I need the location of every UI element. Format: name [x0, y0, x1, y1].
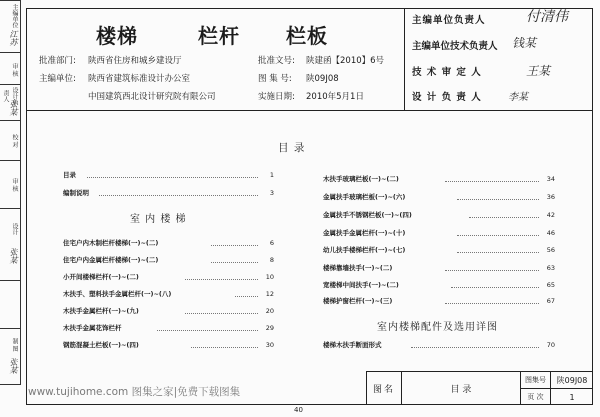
- toc-leader: [185, 313, 258, 314]
- toc-entry[interactable]: [323, 263, 555, 273]
- strip-divider: [0, 160, 20, 161]
- strip-signature: 张某: [9, 100, 18, 116]
- toc-entry-page: 1: [269, 171, 274, 179]
- toc-entry-label: 金属扶手玻璃栏板(一)~(六): [323, 193, 406, 201]
- toc-leader: [457, 199, 539, 200]
- toc-entry-label: 楼梯木扶手断面形式: [323, 341, 382, 349]
- strip-divider: [0, 0, 20, 1]
- chief-unit-2: 中国建筑西北设计研究院有限公司: [88, 92, 216, 102]
- tech-reviewer-signature: 王某: [526, 64, 551, 78]
- toc-entry-page: 10: [265, 273, 274, 281]
- toc-entry-label: 金属扶手金属栏杆(一)~(十): [323, 229, 406, 237]
- toc-entry[interactable]: [63, 340, 274, 350]
- title-stairs: 楼梯: [96, 24, 138, 48]
- strip-divider: [0, 52, 20, 53]
- toc-entry-page: 46: [546, 229, 555, 237]
- toc-entry-page: 36: [546, 193, 555, 201]
- toc-entry[interactable]: [63, 289, 274, 299]
- approval-no: 陕建函【2010】6号: [306, 56, 385, 66]
- strip-label: 审 核: [11, 63, 18, 77]
- toc-entry[interactable]: [323, 210, 555, 220]
- chief-unit-label: 主编单位:: [39, 74, 76, 84]
- toc-leader: [457, 252, 539, 253]
- toc-entry-page: 42: [546, 211, 555, 219]
- toc-entry-label: 小开间楼梯栏杆(一)~(二): [63, 273, 139, 281]
- strip-divider: [0, 208, 20, 209]
- toc-entry[interactable]: [63, 238, 274, 248]
- toc-entry-page: 70: [546, 341, 555, 349]
- title-block-page-label: 页 次: [527, 393, 544, 401]
- toc-entry-label: 金属扶手不锈钢栏板(一)~(四): [323, 211, 412, 219]
- toc-entry-label: 幼儿扶手楼梯栏杆(一)~(七): [323, 246, 406, 254]
- toc-entry-page: 6: [269, 239, 274, 247]
- toc-entry-page: 29: [265, 324, 274, 332]
- atlas-no-label: 图 集 号:: [258, 74, 292, 84]
- title-block-atlas-label: 图集号: [525, 376, 546, 384]
- strip-border: [20, 0, 21, 385]
- toc-entry-page: 20: [265, 307, 274, 315]
- approval-dept-label: 批准部门:: [39, 56, 76, 66]
- strip-label: 设计负责人: [2, 87, 18, 105]
- toc-entry-page: 56: [546, 246, 555, 254]
- strip-divider: [0, 280, 20, 281]
- tech-head-label: 主编单位技术负责人: [412, 41, 498, 52]
- toc-leader: [211, 262, 258, 263]
- chief-unit-head-label: 主编单位负责人: [412, 15, 486, 26]
- strip-label: 主编单位: [11, 4, 18, 28]
- toc-leader: [469, 217, 539, 218]
- toc-entry-label: 住宅户内木制栏杆楼梯(一)~(二): [63, 239, 159, 247]
- toc-entry-label: 楼梯护窗栏杆(一)~(三): [323, 297, 393, 305]
- toc-leader: [445, 270, 539, 271]
- toc-leader: [211, 245, 258, 246]
- header-column-divider: [404, 8, 405, 111]
- toc-heading: 目 录: [278, 142, 306, 154]
- toc-entry-page: 12: [265, 290, 274, 298]
- impl-date-label: 实施日期:: [258, 92, 295, 102]
- strip-signature: 张某: [9, 248, 18, 264]
- strip-label: 审 核: [11, 178, 18, 192]
- toc-entry-label: 钢筋混凝土栏板(一)~(四): [63, 341, 139, 349]
- atlas-no: 陕09J08: [306, 74, 339, 84]
- toc-entry[interactable]: [63, 170, 274, 180]
- toc-leader: [157, 330, 258, 331]
- toc-entry[interactable]: [323, 228, 555, 238]
- toc-entry-label: 木扶手金属栏杆(一)~(九): [63, 307, 139, 315]
- title-block-page-value: 1: [569, 392, 575, 402]
- toc-entry[interactable]: [63, 323, 274, 333]
- toc-entry[interactable]: [323, 296, 555, 306]
- indoor-stairs-heading: 室 内 楼 梯: [130, 214, 187, 225]
- strip-divider: [0, 120, 20, 121]
- toc-entry-label: 木扶手玻璃栏板(一)~(二): [323, 175, 399, 183]
- title-railing: 栏杆: [198, 24, 240, 48]
- strip-label: 设计: [11, 223, 18, 235]
- toc-leader: [445, 181, 539, 182]
- design-head-signature: 李某: [508, 92, 528, 103]
- toc-leader: [235, 296, 258, 297]
- toc-entry-page: 8: [269, 256, 274, 264]
- toc-entry-label: 编制说明: [63, 189, 89, 197]
- toc-leader: [87, 177, 258, 178]
- toc-entry[interactable]: [63, 306, 274, 316]
- impl-date: 2010年5月1日: [306, 92, 364, 102]
- toc-entry[interactable]: [323, 174, 555, 184]
- toc-leader: [191, 347, 258, 348]
- toc-entry-label: 木扶手金属花饰栏杆: [63, 324, 122, 332]
- chief-unit-1: 陕西省建筑标准设计办公室: [88, 74, 191, 84]
- strip-label: 校 对: [11, 134, 18, 148]
- title-block-atlas-value: 陕09J08: [556, 375, 588, 385]
- toc-leader: [185, 279, 258, 280]
- page-number: 40: [294, 406, 303, 414]
- title-block: [366, 371, 593, 405]
- toc-leader: [457, 235, 539, 236]
- toc-entry[interactable]: [323, 245, 555, 255]
- title-block-name-value: 目 录: [450, 385, 472, 395]
- design-head-label: 设 计 负 责 人: [412, 92, 482, 103]
- toc-entry-page: 34: [546, 175, 555, 183]
- tech-reviewer-label: 技 术 审 定 人: [412, 67, 482, 78]
- strip-signature: 张某: [9, 358, 18, 374]
- toc-entry-label: 目录: [63, 171, 76, 179]
- toc-entry-label: 住宅户内金属栏杆楼梯(一)~(二): [63, 256, 159, 264]
- toc-entry-label: 楼梯靠墙扶手(一)~(二): [323, 264, 393, 272]
- toc-entry-label: 木扶手、塑料扶手金属栏杆(一)~(八): [63, 290, 172, 298]
- toc-entry-page: 30: [265, 341, 274, 349]
- toc-leader: [411, 347, 539, 348]
- accessories-heading: 室内楼梯配件及选用详图: [377, 322, 498, 333]
- title-balustrade: 栏板: [286, 24, 328, 48]
- toc-leader: [451, 287, 539, 288]
- toc-entry[interactable]: [63, 255, 274, 265]
- toc-leader: [99, 195, 258, 196]
- toc-entry-label: 宽楼梯中间扶手(一)~(二): [323, 281, 399, 289]
- toc-entry[interactable]: [63, 272, 274, 282]
- toc-entry-page: 63: [546, 264, 555, 272]
- toc-entry[interactable]: [323, 192, 555, 202]
- strip-label: 制 图: [11, 338, 18, 352]
- approval-no-label: 批准文号:: [258, 56, 295, 66]
- strip-divider: [0, 84, 20, 85]
- chief-unit-head-signature: 付清伟: [526, 9, 568, 25]
- toc-entry-page: 3: [269, 189, 274, 197]
- tech-head-signature: 钱某: [512, 36, 537, 50]
- strip-divider: [0, 328, 20, 329]
- title-block-name-label: 图名: [372, 385, 395, 395]
- approval-dept: 陕西省住房和城乡建设厅: [88, 56, 182, 66]
- strip-signature: 江苏: [9, 30, 18, 46]
- strip-divider: [0, 384, 20, 385]
- header-divider: [26, 110, 593, 111]
- toc-leader: [445, 303, 539, 304]
- binding-strip: [0, 0, 21, 417]
- toc-entry[interactable]: [63, 188, 274, 198]
- toc-entry-page: 67: [546, 297, 555, 305]
- toc-entry[interactable]: [323, 280, 555, 290]
- watermark: www.tujihome.com 图集之家|免费下载图集: [28, 386, 241, 398]
- toc-entry[interactable]: [323, 340, 555, 350]
- toc-entry-page: 65: [546, 281, 555, 289]
